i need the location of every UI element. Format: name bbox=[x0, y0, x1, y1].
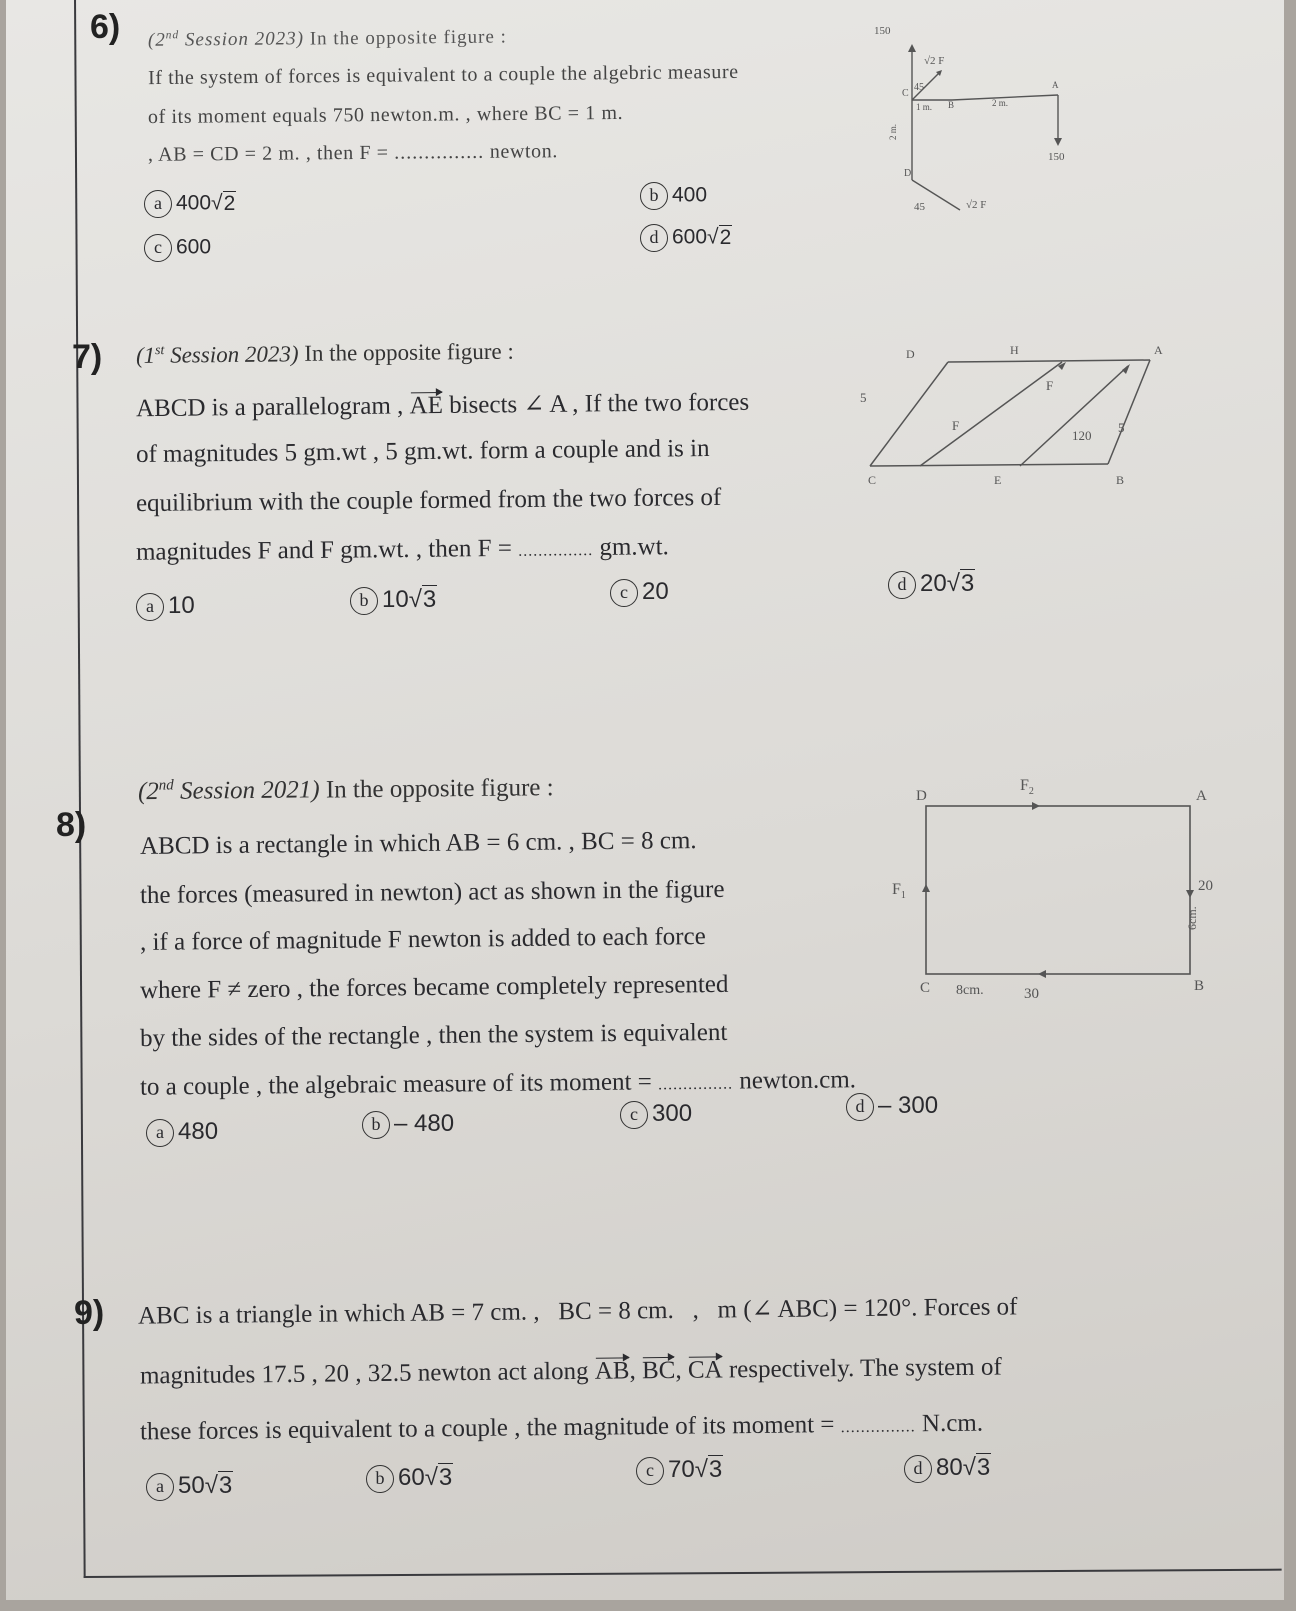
option-c[interactable]: c 300 bbox=[620, 1100, 692, 1129]
option-d[interactable]: d 600√2 bbox=[640, 224, 732, 252]
question-number: 8) bbox=[56, 806, 87, 844]
label-f-mid: F bbox=[952, 418, 960, 433]
point-D: D bbox=[906, 347, 915, 361]
question-text-line: , if a force of magnitude F newton is added to each force bbox=[139, 923, 706, 956]
label-force-right: 5 bbox=[1118, 420, 1125, 435]
side-ce bbox=[870, 464, 1108, 466]
label-ba: 2 m. bbox=[992, 98, 1009, 108]
point-C: C bbox=[920, 980, 931, 996]
option-b[interactable]: b 400 bbox=[640, 182, 707, 210]
point-D: D bbox=[916, 788, 927, 804]
question-header bbox=[136, 338, 514, 369]
question-text-line: the forces (measured in newton) act as shown in the figure bbox=[139, 875, 725, 910]
label-f1: $F_1$ bbox=[892, 881, 906, 901]
question-text-line: If the system of forces is equivalent to a couple the algebric measure bbox=[147, 60, 739, 90]
option-b[interactable]: b 10√3 bbox=[350, 586, 437, 615]
arrow-head bbox=[1186, 890, 1194, 898]
force-f-mid bbox=[920, 362, 1062, 466]
intro-text: In the opposite figure : bbox=[325, 774, 554, 804]
question-text-line: magnitudes 17.5 , 20 , 32.5 newton act along AB, BC, CA respectively. The system of bbox=[139, 1353, 1002, 1390]
option-c[interactable]: c 600 bbox=[144, 234, 211, 262]
point-A: A bbox=[1196, 788, 1207, 804]
session-label: (1st Session 2023) bbox=[135, 340, 299, 368]
q6-figure bbox=[874, 20, 1110, 230]
option-a[interactable]: a 10 bbox=[136, 592, 195, 621]
point-H: H bbox=[1010, 343, 1019, 357]
question-text-line: ABCD is a parallelogram , AE bisects ∠ A , If the two forces bbox=[135, 388, 750, 423]
label-side-cb: 8cm. bbox=[956, 983, 984, 998]
intro-text: In the opposite figure : bbox=[309, 26, 507, 50]
option-d[interactable]: d 20√3 bbox=[888, 570, 975, 599]
point-B: B bbox=[1116, 473, 1125, 487]
point-C: C bbox=[868, 473, 877, 487]
intro-text: In the opposite figure : bbox=[304, 338, 514, 366]
question-header bbox=[148, 26, 507, 52]
point-B: B bbox=[1194, 978, 1205, 994]
label-cd: 2 m. bbox=[888, 123, 898, 140]
question-number: 9) bbox=[74, 1294, 105, 1332]
label-right-force: 150 bbox=[1048, 151, 1065, 163]
option-a[interactable]: a 400√2 bbox=[144, 190, 236, 218]
session-label: (2nd Session 2023) bbox=[147, 28, 305, 52]
option-a[interactable]: a 480 bbox=[146, 1118, 218, 1147]
q7-figure bbox=[860, 340, 1180, 490]
option-d[interactable]: d – 300 bbox=[846, 1092, 938, 1121]
question-text-line: ABCD is a rectangle in which AB = 6 cm. , BC = 8 cm. bbox=[139, 827, 697, 860]
question-text-line: of magnitudes 5 gm.wt , 5 gm.wt. form a couple and is in bbox=[135, 434, 710, 469]
option-c[interactable]: c 70√3 bbox=[636, 1456, 723, 1485]
arrow-head bbox=[1054, 138, 1062, 146]
arrow-head bbox=[1122, 364, 1130, 374]
question-text-line: of its moment equals 750 newton.m. , where BC = 1 m. bbox=[147, 101, 624, 129]
label-side-ab: 6cm. bbox=[1185, 906, 1199, 930]
label-top-diag: √2 F bbox=[924, 55, 945, 67]
option-c[interactable]: c 20 bbox=[610, 578, 669, 607]
question-text-line: to a couple , the algebraic measure of its moment = ............... newton.cm. bbox=[139, 1066, 857, 1101]
point-B: B bbox=[948, 100, 955, 110]
arrow-head bbox=[1032, 802, 1040, 810]
q8-figure bbox=[880, 770, 1213, 1010]
question-text-line: magnitudes F and F gm.wt. , then F = ............... gm.wt. bbox=[135, 533, 669, 566]
arrow-head bbox=[908, 44, 916, 52]
point-D: D bbox=[904, 168, 912, 179]
question-text-line: ABC is a triangle in which AB = 7 cm. , BC = 8 cm. , m (∠ ABC) = 120°. Forces of bbox=[137, 1293, 1018, 1330]
question-number: 7) bbox=[72, 338, 103, 376]
side-cd bbox=[870, 362, 948, 466]
label-f-top: F bbox=[1046, 378, 1054, 393]
point-A: A bbox=[1052, 80, 1059, 90]
question-text-line: by the sides of the rectangle , then the system is equivalent bbox=[139, 1018, 728, 1053]
session-label: (2nd Session 2021) bbox=[137, 776, 320, 806]
label-f2: $F_2$ bbox=[1020, 777, 1034, 797]
label-angle: 120 bbox=[1072, 428, 1092, 443]
label-top-force: 150 bbox=[874, 25, 891, 37]
rectangle-abcd bbox=[926, 806, 1190, 974]
question-text-line: these forces is equivalent to a couple , the magnitude of its moment = ............... N.cm. bbox=[139, 1409, 984, 1446]
label-force-bottom: 30 bbox=[1024, 986, 1039, 1002]
option-b[interactable]: b 60√3 bbox=[366, 1464, 453, 1493]
question-text-line: where F ≠ zero , the forces became completely represented bbox=[139, 970, 729, 1005]
option-b[interactable]: b – 480 bbox=[362, 1110, 454, 1139]
question-number: 6) bbox=[90, 8, 121, 46]
label-force-left: 5 bbox=[860, 390, 867, 405]
arrow-head bbox=[1038, 970, 1046, 978]
side-ba bbox=[1108, 360, 1150, 464]
option-a[interactable]: a 50√3 bbox=[146, 1472, 233, 1501]
label-top-angle: 45 bbox=[914, 82, 924, 93]
label-bottom-diag: √2 F bbox=[966, 199, 987, 211]
arrow-head bbox=[922, 884, 930, 892]
point-C: C bbox=[902, 88, 909, 99]
question-header bbox=[138, 774, 554, 807]
label-force-right: 20 bbox=[1198, 878, 1213, 894]
question-text-line: equilibrium with the couple formed from the two forces of bbox=[135, 483, 722, 518]
label-bc: 1 m. bbox=[916, 102, 933, 112]
label-bottom-angle: 45 bbox=[914, 201, 925, 213]
point-E: E bbox=[994, 473, 1002, 487]
question-text-line: , AB = CD = 2 m. , then F = ............... newton. bbox=[147, 140, 559, 166]
option-d[interactable]: d 80√3 bbox=[904, 1454, 991, 1483]
point-A: A bbox=[1154, 343, 1163, 357]
side-dh bbox=[948, 360, 1150, 362]
